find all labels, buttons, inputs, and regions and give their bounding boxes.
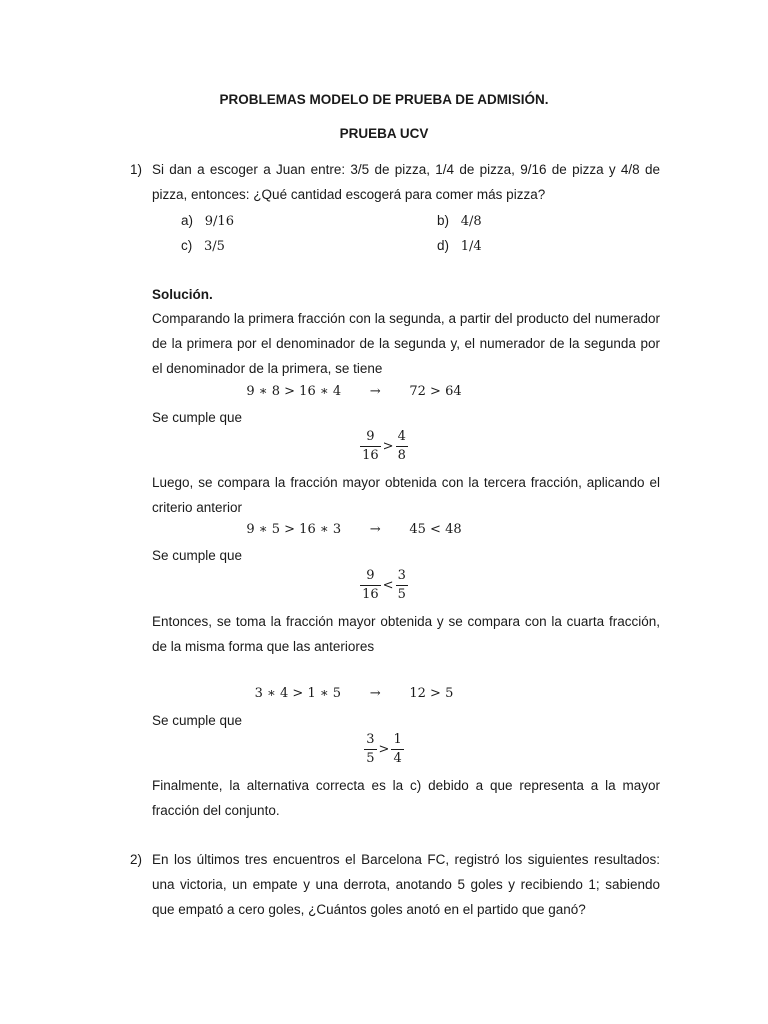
equation-step-3: [0, 683, 768, 705]
problem-1-line-1: Si dan a escoger a Juan entre: 3/5 de pizza, 1/4 de pizza, 9/16 de pizza y 4/8 de: [152, 162, 660, 177]
fraction: $\frac{1}{4}$: [393, 732, 402, 766]
page-subtitle: PRUEBA UCV: [339, 126, 429, 141]
solution-next: Entonces, se toma la fracción mayor obtenida y se compara con la cuarta fracción, de la misma forma que las anteriores: [152, 614, 660, 654]
equation-step-1: [0, 381, 768, 403]
relation-sign: >: [378, 742, 390, 757]
option-b: [437, 208, 482, 234]
problem-1-statement: [152, 157, 660, 207]
relation-sign: <: [382, 578, 394, 593]
equation-left: 3 ∗ 4 > 1 ∗ 5: [254, 686, 342, 701]
problem-1-number: 1): [130, 162, 143, 177]
equation-right: 12 > 5: [409, 686, 454, 701]
solution-heading: Solución.: [152, 287, 213, 302]
option-value: 3/5: [204, 239, 225, 254]
solution-final: Finalmente, la alternativa correcta es la c) debido a que representa a la mayor fracción del conjunto.: [152, 778, 660, 818]
fraction: $\frac{4}{8}$: [397, 429, 406, 463]
option-value: 9/16: [204, 214, 234, 229]
fraction-comparison-1: [0, 429, 768, 464]
page-title: PROBLEMAS MODELO DE PRUEBA DE ADMISIÓN.: [219, 92, 549, 107]
relation-sign: >: [382, 439, 394, 454]
fraction: $\frac{9}{16}$: [362, 568, 379, 602]
equation-left: 9 ∗ 8 > 16 ∗ 4: [246, 384, 342, 399]
arrow-icon: →: [369, 522, 381, 537]
solution-then: Luego, se compara la fracción mayor obtenida con la tercera fracción, aplicando el criterio anterior: [152, 475, 660, 515]
option-a: [181, 208, 234, 234]
problem-2-number: 2): [130, 852, 143, 867]
option-letter: a): [181, 213, 194, 228]
equation-left: 9 ∗ 5 > 16 ∗ 3: [246, 522, 342, 537]
problem-2-statement: En los últimos tres encuentros el Barcelona FC, registró los siguientes resultados: una victoria, un empate y una derrota, anotando 5 goles y recibiendo 1; sabiendo que empató a cero goles, ¿Cuántos goles anotó en el partido que ganó?: [152, 852, 660, 917]
equation-right: 45 < 48: [409, 522, 462, 537]
equation-right: 72 > 64: [409, 384, 462, 399]
option-letter: d): [437, 238, 450, 253]
holds-text-1: Se cumple que: [152, 410, 243, 425]
fraction: $\frac{3}{5}$: [397, 568, 406, 602]
arrow-icon: →: [369, 384, 381, 399]
equation-step-2: [0, 519, 768, 541]
option-value: 1/4: [460, 239, 482, 254]
option-d: [437, 233, 482, 259]
fraction-comparison-2: [0, 568, 768, 603]
fraction-comparison-3: [0, 732, 768, 767]
option-c: [181, 233, 225, 259]
option-value: 4/8: [460, 214, 482, 229]
fraction: $\frac{9}{16}$: [362, 429, 379, 463]
fraction: $\frac{3}{5}$: [366, 732, 375, 766]
option-letter: c): [181, 238, 193, 253]
solution-intro: Comparando la primera fracción con la segunda, a partir del producto del numerador de la primera por el denominador de la segunda y, el numerador de la segunda por el denominador de la primera, se tiene: [152, 311, 660, 376]
arrow-icon: →: [369, 686, 381, 701]
holds-text-3: Se cumple que: [152, 713, 243, 728]
holds-text-2: Se cumple que: [152, 548, 243, 563]
option-letter: b): [437, 213, 450, 228]
problem-1-line-2: pizza, entonces: ¿Qué cantidad escogerá para comer más pizza?: [152, 187, 546, 202]
